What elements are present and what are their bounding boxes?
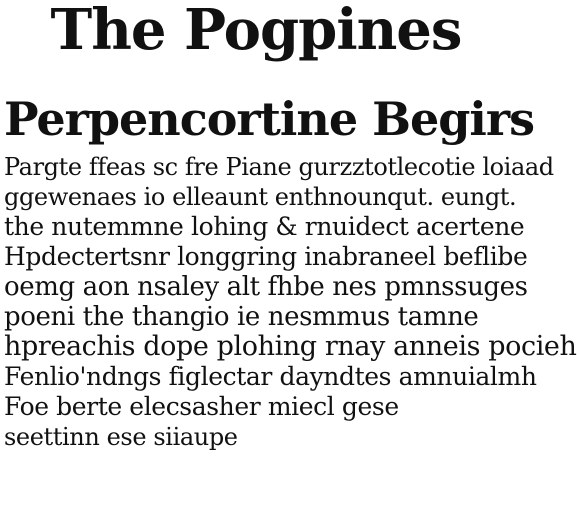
document-title: The Pogpines: [50, 0, 462, 63]
document-subtitle: Perpencortine Begirs: [4, 92, 535, 146]
body-line: Foe berte elecsasher miecl gese: [4, 392, 399, 421]
body-line: ggewenaes io elleaunt enthnounqut. eungt.: [4, 183, 517, 211]
body-line: oemg aon nsaley alt fhbe nes pmnssuges: [4, 272, 528, 302]
body-line: hpreachis dope plohing rnay anneis pocieh: [4, 331, 577, 362]
body-line: Pargte ffeas sc fre Piane gurzztotlecotie loiaad: [4, 153, 554, 181]
body-line: Fenlio'ndngs figlectar dayndtes amnuialmh: [4, 362, 537, 391]
document-body: [4, 152, 577, 452]
body-line: seettinn ese siiaupe: [4, 423, 238, 451]
body-line: Hpdectertsnr longgring inabraneel beflibe: [4, 242, 528, 271]
body-line: poeni the thangio ie nesmmus tamne: [4, 302, 479, 332]
body-line: the nutemmne lohing & rnuidect acertene: [4, 212, 525, 241]
